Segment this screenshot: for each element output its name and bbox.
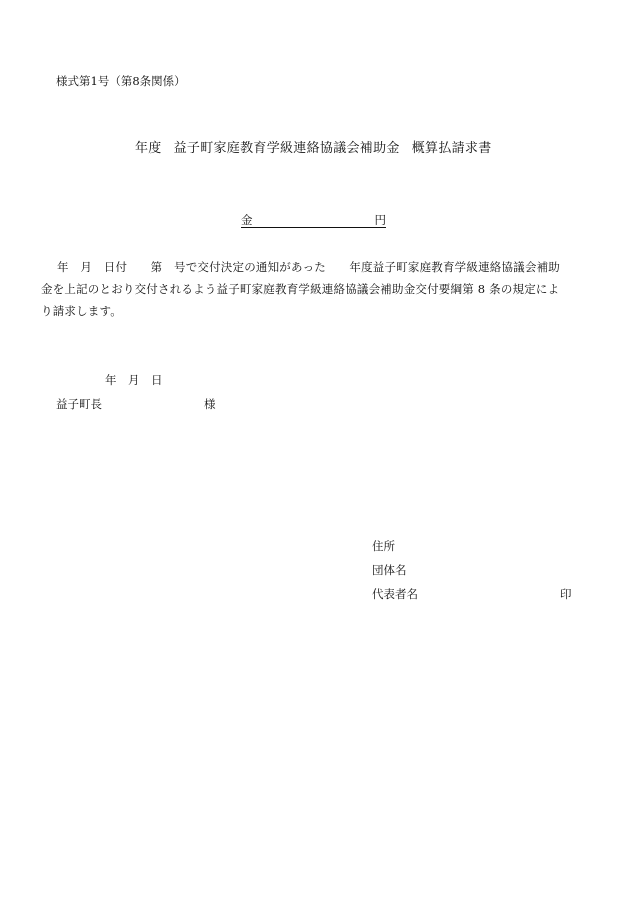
seal-mark: 印 bbox=[560, 587, 572, 601]
title-main: 益子町家庭教育学級連絡協議会補助金 bbox=[173, 141, 400, 156]
request-date: 年 月 日 bbox=[105, 373, 163, 387]
body-line-3: り請求します。 bbox=[41, 304, 122, 318]
sender-address-label: 住所 bbox=[372, 539, 395, 553]
form-number: 様式第1号（第8条関係） bbox=[56, 74, 186, 88]
addressee bbox=[56, 396, 216, 412]
sender-address-row bbox=[372, 538, 572, 562]
amount-label: 金 bbox=[241, 213, 253, 227]
request-body bbox=[41, 256, 589, 322]
amount-unit: 円 bbox=[374, 213, 386, 227]
addressee-honorific: 様 bbox=[204, 397, 216, 411]
body-line-2: 金を上記のとおり交付されるよう益子町家庭教育学級連絡協議会補助金交付要綱第 8 条の規定によ bbox=[41, 282, 560, 296]
title-year-label: 年度 bbox=[135, 141, 162, 156]
addressee-name: 益子町長 bbox=[56, 397, 102, 411]
sender-group-row bbox=[372, 562, 572, 586]
document-title bbox=[135, 137, 492, 156]
sender-representative-label: 代表者名 bbox=[372, 587, 418, 601]
sender-representative-row bbox=[372, 586, 572, 610]
sender-group-label: 団体名 bbox=[372, 563, 407, 577]
amount-field bbox=[241, 212, 386, 228]
title-suffix: 概算払請求書 bbox=[411, 141, 492, 156]
sender-block bbox=[372, 538, 572, 610]
body-line-1: 年 月 日付 第 号で交付決定の通知があった 年度益子町家庭教育学級連絡協議会補助 bbox=[57, 260, 560, 274]
